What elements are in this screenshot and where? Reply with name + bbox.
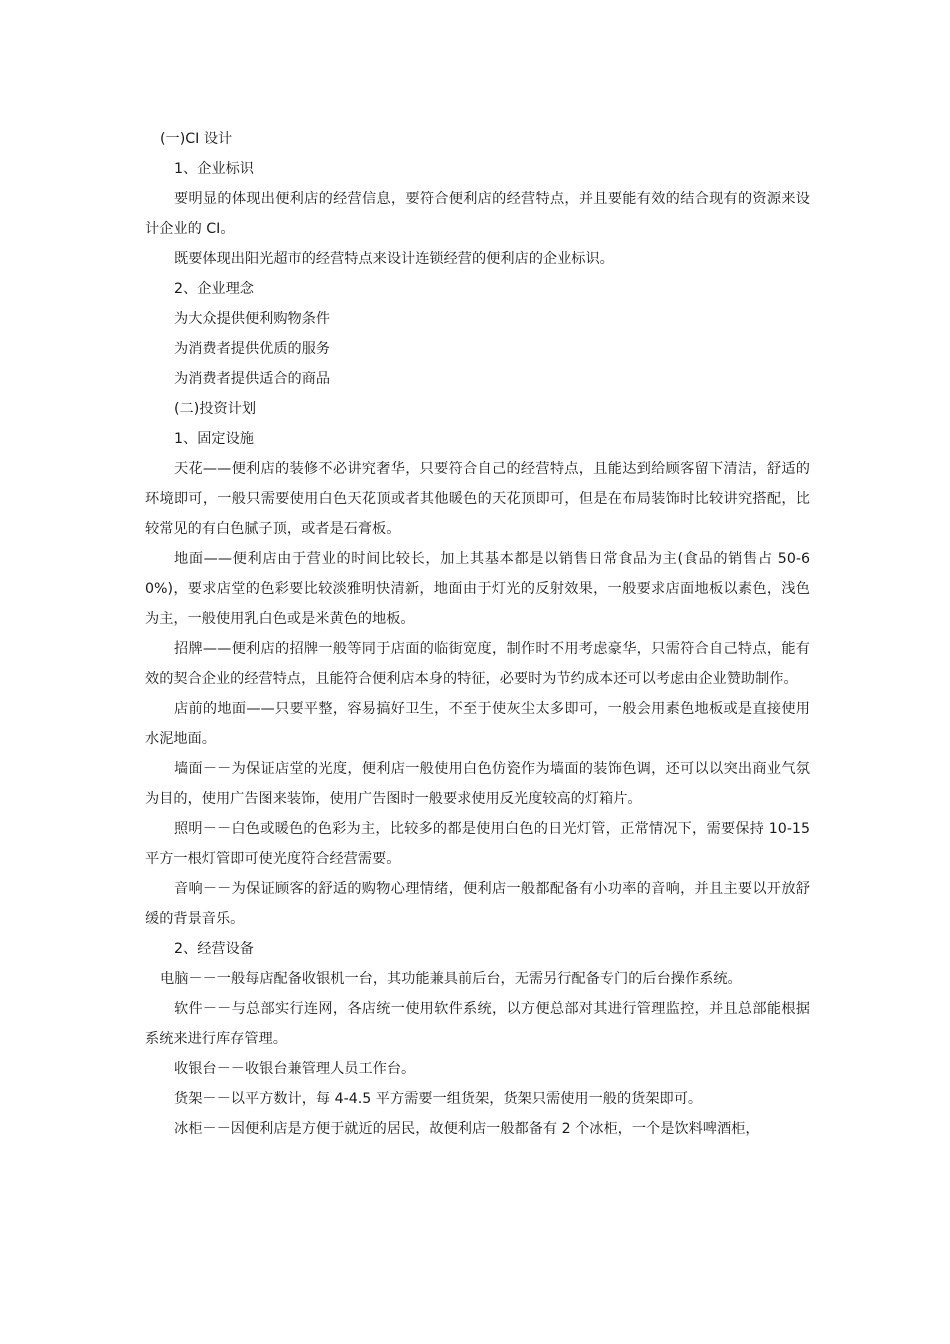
paragraph-audio: 音响－－为保证顾客的舒适的购物心理情绪，便利店一般都配备有小功率的音响，并且主要以开放舒缓的背景音乐。 (145, 881, 810, 927)
paragraph-freezers: 冰柜－－因便利店是方便于就近的居民，故便利店一般都备有 2 个冰柜，一个是饮料啤酒柜， (174, 1121, 760, 1137)
paragraph: 要明显的体现出便利店的经营信息，要符合便利店的经营特点，并且要能有效的结合现有的资源来设计企业的 CI。 (145, 191, 810, 237)
philosophy-item: 为消费者提供适合的商品 (174, 371, 331, 387)
document-body (145, 124, 810, 1144)
paragraph-walls: 墙面－－为保证店堂的光度，便利店一般使用白色仿瓷作为墙面的装饰色调，还可以以突出商业气氛为目的，使用广告图来装饰，使用广告图时一般要求使用反光度较高的灯箱片。 (145, 761, 810, 807)
paragraph-ceiling: 天花——便利店的装修不必讲究奢华，只要符合自己的经营特点，且能达到给顾客留下清洁，舒适的环境即可，一般只需要使用白色天花顶或者其他暖色的天花顶即可，但是在布局装饰时比较讲究搭配，比较常见的有白色腻子顶，或者是石膏板。 (145, 461, 810, 537)
paragraph-signboard: 招牌——便利店的招牌一般等同于店面的临街宽度，制作时不用考虑豪华，只需符合自己特点，能有效的契合企业的经营特点，且能符合便利店本身的特征，必要时为节约成本还可以考虑由企业赞助制作。 (145, 641, 810, 687)
paragraph-floor: 地面——便利店由于营业的时间比较长，加上其基本都是以销售日常食品为主(食品的销售占 50-60%)，要求店堂的色彩要比较淡雅明快清新，地面由于灯光的反射效果，一般要求店面地板以素色，浅色为主，一般使用乳白色或是米黄色的地板。 (145, 551, 810, 627)
paragraph-shelves: 货架－－以平方数计，每 4-4.5 平方需要一组货架，货架只需使用一般的货架即可。 (174, 1091, 703, 1107)
section-heading-investment-plan: (二)投资计划 (174, 401, 257, 417)
section-heading-ci-design: (一)CI 设计 (160, 131, 233, 147)
paragraph-lighting: 照明－－白色或暖色的色彩为主，比较多的都是使用白色的日光灯管，正常情况下，需要保持 10-15 平方一根灯管即可使光度符合经营需要。 (145, 821, 810, 867)
paragraph-checkout-counter: 收银台－－收银台兼管理人员工作台。 (174, 1061, 416, 1077)
subheading-operating-equipment: 2、经营设备 (174, 941, 254, 957)
paragraph-computer: 电脑－－一般每店配备收银机一台，其功能兼具前后台，无需另行配备专门的后台操作系统。 (160, 971, 742, 987)
paragraph-storefront-ground: 店前的地面——只要平整，容易搞好卫生，不至于使灰尘太多即可，一般会用素色地板或是直接使用水泥地面。 (145, 701, 810, 747)
paragraph: 既要体现出阳光超市的经营特点来设计连锁经营的便利店的企业标识。 (174, 251, 614, 267)
subheading-corporate-identity: 1、企业标识 (174, 161, 254, 177)
subheading-corporate-philosophy: 2、企业理念 (174, 281, 254, 297)
philosophy-item: 为大众提供便利购物条件 (174, 311, 331, 327)
subheading-fixed-facilities: 1、固定设施 (174, 431, 254, 447)
philosophy-item: 为消费者提供优质的服务 (174, 341, 331, 357)
paragraph-software: 软件－－与总部实行连网，各店统一使用软件系统，以方便总部对其进行管理监控，并且总部能根据系统来进行库存管理。 (145, 1001, 810, 1047)
